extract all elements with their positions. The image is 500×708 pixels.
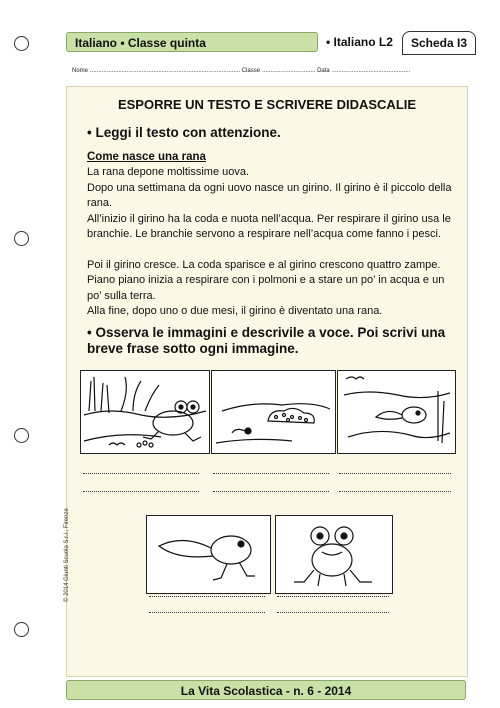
answer-line-1a[interactable] [83, 472, 199, 474]
copyright-text: © 2014 Giunti Scuola S.r.l., Firenze [64, 508, 70, 602]
answer-line-2a[interactable] [213, 472, 329, 474]
story-paragraph-1: La rana depone moltissime uova. [87, 166, 250, 178]
instruction-observe: • Osserva le immagini e descrivile a voce. Poi scrivi una breve frase sotto ogni immagine. [87, 325, 446, 356]
name-label: Nome [72, 68, 89, 74]
story-paragraph-4: Poi il girino cresce. La coda sparisce e al girino crescono quattro zampe. Piano piano inizia a respirare con i polmoni e a stare un po’ in acqua e un po’ sulla terra. [87, 259, 445, 302]
answer-line-4b[interactable] [149, 611, 265, 613]
answer-line-2b[interactable] [213, 490, 329, 492]
instruction-read: • Leggi il testo con attenzione. [87, 125, 281, 140]
answer-line-5b[interactable] [277, 611, 389, 613]
answer-line-1b[interactable] [83, 490, 199, 492]
binder-hole-4 [14, 622, 29, 637]
tadpole-swimming-image [337, 370, 456, 454]
page-footer: La Vita Scolastica - n. 6 - 2014 [66, 680, 466, 700]
date-label: Data [317, 68, 330, 74]
story-paragraph-2: Dopo una settimana da ogni uovo nasce un girino. Il girino è il piccolo della rana. [87, 182, 452, 210]
header-language: • Italiano L2 [326, 35, 393, 49]
answer-line-3b[interactable] [339, 490, 451, 492]
story-paragraph-5: Alla fine, dopo uno o due mesi, il girino è diventato una rana. [87, 305, 383, 317]
header-subject: Italiano • Classe quinta [66, 32, 318, 52]
binder-hole-2 [14, 231, 29, 246]
adult-frog-image [275, 515, 393, 594]
class-label: Classe [241, 68, 261, 74]
story-paragraph-3: All’inizio il girino ha la coda e nuota nell’acqua. Per respirare il girino usa le branchie. Le branchie servono a respirare nell’acqua come fanno i pesci. [87, 213, 451, 241]
binder-hole-1 [14, 36, 29, 51]
answer-line-3a[interactable] [339, 472, 451, 474]
worksheet-tab: Scheda I3 [402, 31, 476, 55]
class-field[interactable]: ................................ [262, 68, 316, 74]
eggs-and-tadpole-image [211, 370, 336, 454]
binder-hole-3 [14, 428, 29, 443]
page-header [66, 32, 466, 54]
name-field[interactable]: .......................................................................................... [90, 68, 241, 74]
answer-line-4a[interactable] [149, 595, 265, 597]
story-title: Come nasce una rana [87, 151, 206, 163]
student-fields [72, 68, 462, 74]
worksheet-panel [66, 86, 468, 677]
page-title: ESPORRE UN TESTO E SCRIVERE DIDASCALIE [117, 97, 417, 112]
frog-laying-eggs-image [80, 370, 210, 454]
tadpole-with-legs-image [146, 515, 271, 594]
answer-line-5a[interactable] [277, 595, 389, 597]
date-field[interactable]: ............................................... [331, 68, 411, 74]
